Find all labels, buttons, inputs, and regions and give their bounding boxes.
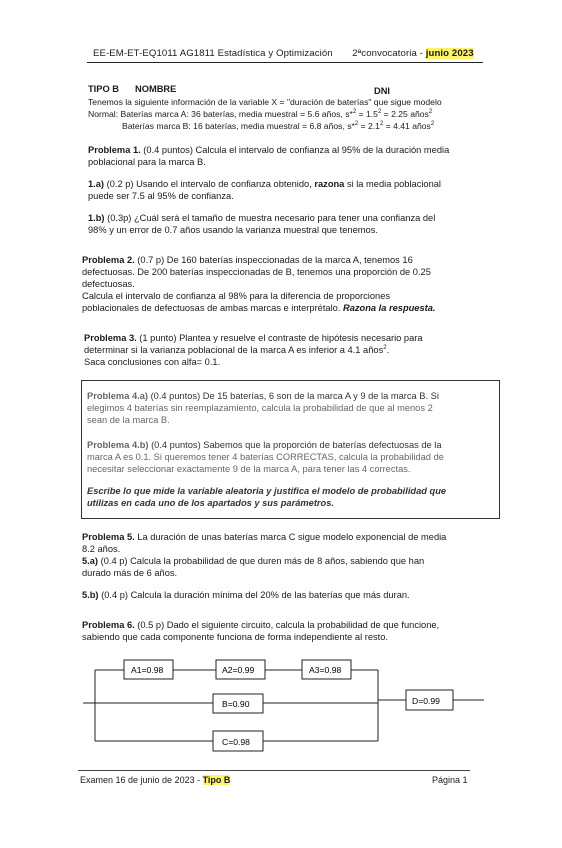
problem-1b: 1.b) (0.3p) ¿Cuál será el tamaño de muestra necesario para tener una confianza del [88, 213, 436, 223]
tipo-field: TIPO B [88, 84, 119, 94]
problem-5: Problema 5. La duración de unas baterías marca C sigue modelo exponencial de media [82, 532, 447, 542]
component-c-label: C=0.98 [222, 737, 250, 747]
problem-5b: 5.b) (0.4 p) Calcula la duración mínima del 20% de las baterías que más duran. [82, 590, 410, 600]
convocatoria-label: 2ªconvocatoria - [352, 48, 426, 59]
nombre-field: NOMBRE [135, 84, 177, 94]
problem-3-line-2: determinar si la varianza poblacional de la marca A es inferior a 4.1 años$^2$. [84, 344, 390, 355]
problem-1-line-2: poblacional para la marca B. [88, 157, 206, 167]
problem-2-line-3: defectuosas. [82, 279, 135, 289]
problem-4b-line-3: necesitar seleccionar exactamente 9 de la marca A, para tener las 4 correctas. [87, 464, 411, 474]
component-a1-label: A1=0.98 [131, 665, 164, 675]
problem-4b-line-2: marca A es 0.1. Si queremos tener 4 baterías CORRECTAS, calcula la probabilidad de [87, 452, 444, 462]
intro-line-2: Normal: Baterías marca A: 36 baterías, media muestral = 5.6 años, $s*^2 = 1.5^2 = 2.25$ años$^2$ [88, 109, 433, 119]
problem-5-line-2: 8.2 años. [82, 544, 121, 554]
problem-2-line-5: poblacionales de defectuosas de ambas marcas e interprétalo. Razona la respuesta. [82, 303, 436, 313]
footer-rule [78, 770, 470, 771]
component-a2-label: A2=0.99 [222, 665, 255, 675]
course-title: EE-EM-ET-EQ1011 AG1811 Estadística y Optimización [93, 48, 333, 59]
problem-6-line-2: sabiendo que cada componente funciona de forma independiente al resto. [82, 632, 388, 642]
component-d-label: D=0.99 [412, 696, 440, 706]
problem-2-line-2: defectuosas. De 200 baterías inspeccionadas de B, tenemos una proporción de 0.25 [82, 267, 431, 277]
problem-4a-line-2: elegimos 4 baterías sin reemplazamiento, calcula la probabilidad de que al menos 2 [87, 403, 433, 413]
problem-2: Problema 2. (0.7 p) De 160 baterías inspeccionadas de la marca A, tenemos 16 [82, 255, 413, 265]
problem-4a: Problema 4.a) (0.4 puntos) De 15 baterías, 6 son de la marca A y 9 de la marca B. Si [87, 391, 439, 401]
component-b-label: B=0.90 [222, 699, 250, 709]
component-a3-label: A3=0.98 [309, 665, 342, 675]
problem-3-line-3: Saca conclusiones con alfa= 0.1. [84, 357, 221, 367]
intro-line-3: Baterías marca B: 16 baterías, media muestral = 6.8 años, $s*^2 = 2.1^2 = 4.41$ años$^2$ [122, 121, 435, 131]
problem-4-note-line-2: utilizas en cada uno de los apartados y sus parámetros. [87, 498, 334, 508]
page-number: Página 1 [432, 775, 468, 785]
problem-6: Problema 6. (0.5 p) Dado el siguiente circuito, calcula la probabilidad de que funcione, [82, 620, 440, 630]
dni-field: DNI [374, 86, 391, 96]
problem-5a: 5.a) (0.4 p) Calcula la probabilidad de que duren más de 8 años, sabiendo que han [82, 556, 425, 566]
intro-line-1: Tenemos la siguiente información de la variable X = "duración de baterías" que sigue modelo [88, 97, 442, 107]
problem-1: Problema 1. (0.4 puntos) Calcula el intervalo de confianza al 95% de la duración media [88, 145, 450, 155]
problem-5a-line-2: durado más de 6 años. [82, 568, 178, 578]
problem-1a: 1.a) (0.2 p) Usando el intervalo de confianza obtenido, razona si la media poblacional [88, 179, 442, 189]
problem-4a-line-3: sean de la marca B. [87, 415, 170, 425]
exam-date: junio 2023 [425, 48, 474, 59]
problem-4b: Problema 4.b) (0.4 puntos) Sabemos que la proporción de baterías defectuosas de la [87, 440, 442, 450]
problem-1a-line-2: puede ser 7.5 al 95% de confianza. [88, 191, 234, 201]
footer-left: Examen 16 de junio de 2023 - Tipo B [80, 775, 231, 785]
problem-4-note: Escribe lo que mide la variable aleatoria y justifica el modelo de probabilidad que [87, 486, 447, 496]
problem-3: Problema 3. (1 punto) Plantea y resuelve el contraste de hipótesis necesario para [84, 333, 423, 343]
problem-2-line-4: Calcula el intervalo de confianza al 98% para la diferencia de proporciones [82, 291, 391, 301]
problem-1b-line-2: 98% y un error de 0.7 años usando la varianza muestral que tenemos. [88, 225, 378, 235]
